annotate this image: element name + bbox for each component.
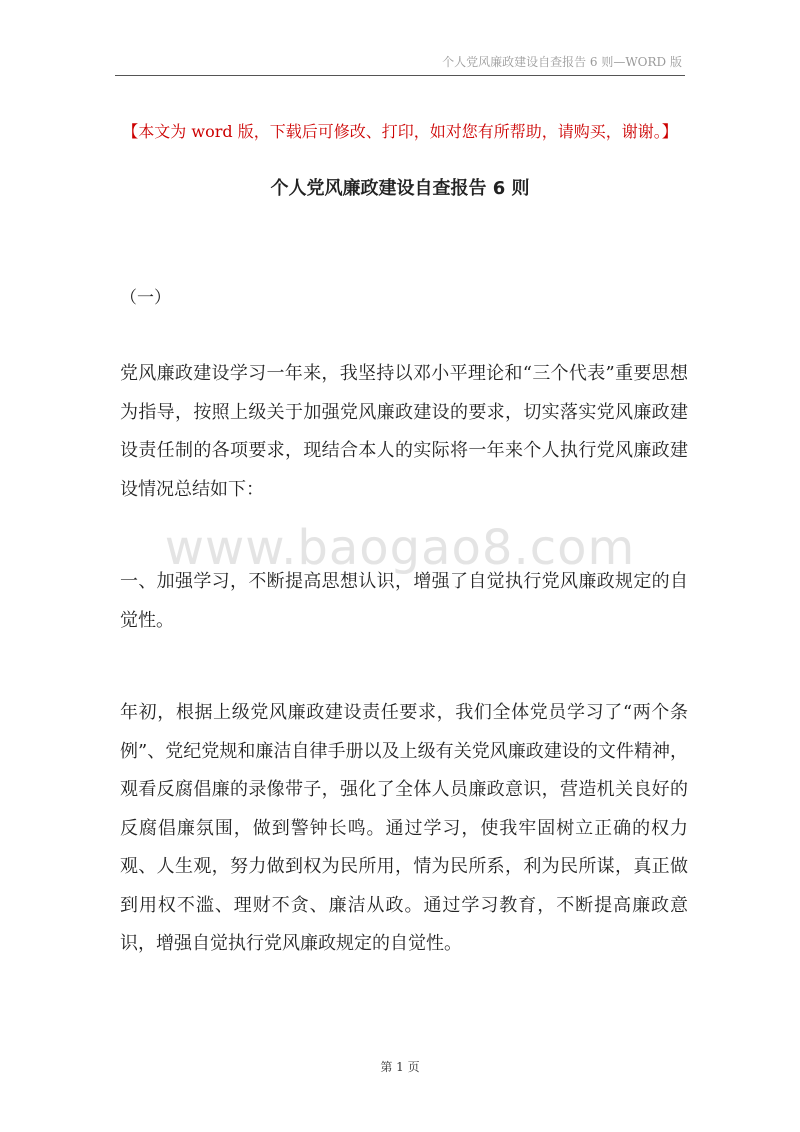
running-header: 个人党风廉政建设自查报告 6 则—WORD 版	[442, 55, 682, 69]
page-number: 第 1 页	[380, 1060, 420, 1074]
download-notice: 【本文为 word 版，下载后可修改、打印，如对您有所帮助，请购买，谢谢。】	[122, 122, 678, 141]
section-label: （一）	[120, 288, 171, 308]
body-paragraph-1: 年初，根据上级党风廉政建设责任要求，我们全体党员学习了“两个条例”、党纪党规和廉洁自律手册以及上级有关党风廉政建设的文件精神，观看反腐倡廉的录像带子，强化了全体人员廉政意识，营造机关良好的反腐倡廉氛围，做到警钟长鸣。通过学习，使我牢固树立正确的权力观、人生观，努力做到权为民所用，情为民所系，利为民所谋，真正做到用权不滥、理财不贪、廉洁从政。通过学习教育，不断提高廉政意识，增强自觉执行党风廉政规定的自觉性。	[120, 702, 688, 954]
page-title: 个人党风廉政建设自查报告 6 则	[270, 178, 530, 199]
header-divider	[115, 75, 685, 76]
section-heading-1: 一、加强学习，不断提高思想认识，增强了自觉执行党风廉政规定的自觉性。	[120, 571, 688, 631]
intro-paragraph: 党风廉政建设学习一年来，我坚持以邓小平理论和“三个代表”重要思想为指导，按照上级关于加强党风廉政建设的要求，切实落实党风廉政建设责任制的各项要求，现结合本人的实际将一年来个人执行党风廉政建设情况总结如下：	[120, 363, 688, 500]
watermark: www.baogao8.com	[164, 520, 636, 576]
